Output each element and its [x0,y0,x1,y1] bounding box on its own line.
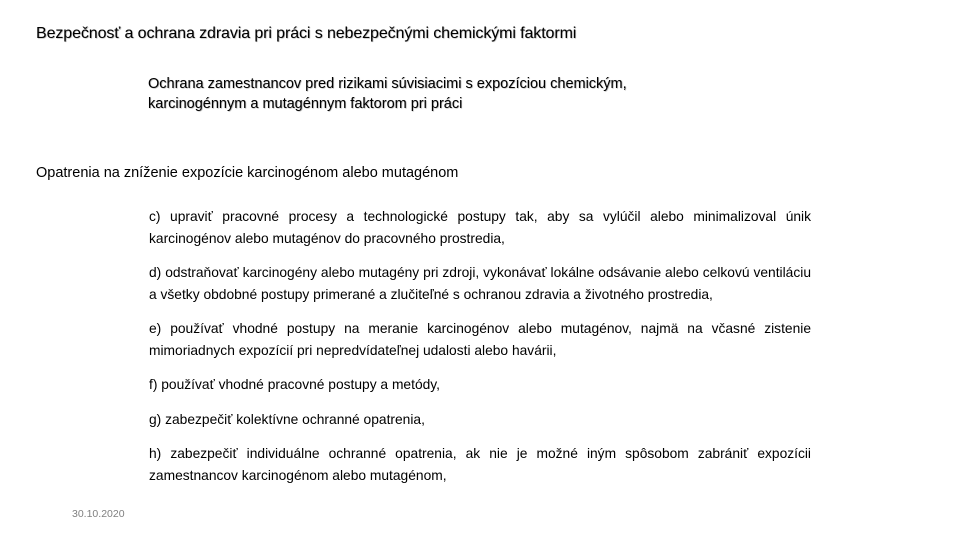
subtitle-line-2: karcinogénnym a mutagénnym faktorom pri práci [148,96,463,112]
measure-item-c: c) upraviť pracovné procesy a technologické postupy tak, aby sa vylúčil alebo minimalizoval únik karcinogénov alebo mutagénov do pracovného prostredia, [149,209,811,246]
measure-item-d: d) odstraňovať karcinogény alebo mutagény pri zdroji, vykonávať lokálne odsávanie alebo celkovú ventiláciu a všetky obdobné postupy primerané a zlučiteľné s ochranou zdravia a životného prostredia, [149,265,811,302]
measures-list [149,206,811,499]
measure-item-h: h) zabezpečiť individuálne ochranné opatrenia, ak nie je možné iným spôsobom zabrániť expozícii zamestnancov karcinogénom alebo mutagénom, [149,446,811,483]
section-heading: Opatrenia na zníženie expozície karcinogénom alebo mutagénom [36,165,459,181]
subtitle-line-1: Ochrana zamestnancov pred rizikami súvisiacimi s expozíciou chemickým, [148,76,627,92]
measure-item-e: e) používať vhodné postupy na meranie karcinogénov alebo mutagénov, najmä na včasné zistenie mimoriadnych expozícií pri nepredvídateľnej udalosti alebo havárii, [149,321,811,358]
footer-date: 30.10.2020 [72,508,125,520]
measure-item-g: g) zabezpečiť kolektívne ochranné opatrenia, [149,411,425,427]
measure-item-f: f) používať vhodné pracovné postupy a metódy, [149,377,440,392]
slide-title: Bezpečnosť a ochrana zdravia pri práci s nebezpečnými chemickými faktormi [36,25,577,42]
slide-subtitle [148,74,768,114]
